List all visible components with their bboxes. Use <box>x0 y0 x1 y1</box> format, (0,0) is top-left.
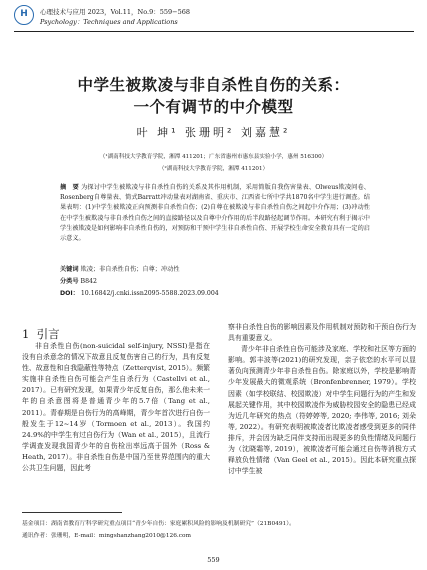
classification-number <box>60 276 97 285</box>
doi-label: DOI： <box>60 290 79 297</box>
journal-english-name: Psychology：Techniques and Applications <box>40 18 178 26</box>
page-number: 559 <box>207 556 220 564</box>
footnote-fund: 基金项目：湖南省教育厅科学研究重点项目“青少年自伤：家庭累积风险的影响及机制研究”（21B0491）。 <box>22 521 295 527</box>
section-number: 1 <box>22 327 30 341</box>
intro-paragraph-1: 非自杀性自伤(non-suicidal self-injury, NSSI)是指在没有自杀意念的情况下故意且反复伤害自己的行为，具有反复性、故意性和自我隐蔽性等特点（Zetterqvist, 2015）。频繁实施非自杀性自伤可能会产生自杀行为（Castellvi et al., 2017）。已有研究发现，如果青少年反复自伤，那么他未来一年的自杀意图将是普通青少年的5.7倍（Tang et al., 2011）。青春期是自伤行为的高峰期，青少年首次进行自伤一般发生于12~14岁（Tormoen et al., 2013）。我国约24.9%的中学生有过自伤行为（Wan et al., 2015），且流行学调查发现我国青少年的自伤检出率远高于国外（Ross & Heath, 2017）。非自杀性自伤是中国乃至世界范围内的重大公共卫生问题，因此考 <box>22 342 210 473</box>
affiliation-2: （²湖南科技大学教育学院，湘潭 411201） <box>158 166 269 172</box>
affiliation-1: （¹湖南科技大学教育学院，湘潭 411201；广东省惠州市惠东县实验小学，惠州 516300） <box>99 154 328 160</box>
intro-paragraph-2: 青少年非自杀性自伤可能涉及家庭、学校和社区等方面的影响。郭丰波等(2021)的研究发现，亲子依恋的水平可以显著负向预测青少年非自杀性自伤。除家庭以外，学校是影响青少年发展最大的微观系统（Bronfenbrenner, 1979）。学校因素（如学校联结、校园欺凌）对中学生问题行为的产生和发展起关键作用，其中校园欺凌作为威胁校园安全的隐患已经成为近几年研究的热点（符婷婷等, 2020; 李伟等, 2016; 刘朵等, 2022）。有研究表明被欺凌者比欺凌者感受到更多的同伴排斥，并会因为缺乏同伴支持而出现更多的负性情绪及问题行为（沈晓霜等, 2019），被欺凌者可能会通过自伤等消极方式释放负性情绪（Van Geel et al., 2015）。因此本研究重点探讨中学生被 <box>228 345 416 476</box>
journal-citation: 心理技术与应用 2023，Vol.11，No.9：559−568 <box>40 8 190 16</box>
body-column-right <box>228 322 416 477</box>
section-title: 引言 <box>36 327 60 341</box>
classification-text: B842 <box>80 278 97 285</box>
footnote-divider <box>22 512 122 513</box>
keywords <box>60 264 180 273</box>
doi <box>60 288 219 297</box>
journal-logo: H <box>14 5 34 25</box>
abstract-label: 摘 要 <box>60 184 79 191</box>
intro-paragraph-1-continued: 察非自杀性自伤的影响因素及作用机制对预防和干预自伤行为具有重要意义。 <box>228 323 416 343</box>
keywords-text: 欺凌；非自杀性自伤；自尊；冲动性 <box>80 266 180 273</box>
footnote-contact: 通讯作者：张珊明，E-mail：mingshanzhang2010@126.com <box>22 533 191 539</box>
paper-title-line2: 一个有调节的中介模型 <box>133 98 294 116</box>
classification-label: 分类号 <box>60 278 79 285</box>
section-heading <box>22 326 60 342</box>
body-column-left <box>22 341 210 474</box>
keywords-label: 关键词 <box>60 266 79 273</box>
abstract-text: 为探讨中学生被欺凌与非自杀性自伤的关系及其作用机制，采用简版自我伤害量表、Olweus欺凌问卷、Rosenberg自尊量表、简式Barratt冲动量表对湖南省、重庆市、江西省七所中学共1870名中学生进行调查。结果表明：(1)中学生被欺凌正向预测非自杀性自伤；(2)自尊在被欺凌与非自杀性自伤之间起中介作用；(3)冲动性在中学生被欺凌与非自杀性自伤之间的直接路径以及自尊中介作用的后半段路径起调节作用。本研究有利于揭示中学生被欺凌是如何影响非自杀性自伤的，对预防和干预中学生非自杀性自伤、开展学校生命安全教育具有一定的启示意义。 <box>60 184 370 243</box>
header-divider <box>14 31 414 32</box>
abstract <box>60 183 370 244</box>
doi-link[interactable]: 10.16842/j.cnki.issn2095-5588.2023.09.004 <box>80 290 219 297</box>
paper-title-line1: 中学生被欺凌与非自杀性自伤的关系： <box>77 76 350 94</box>
author-list: 叶 坤¹ 张珊明² 刘嘉慧² <box>136 126 291 139</box>
